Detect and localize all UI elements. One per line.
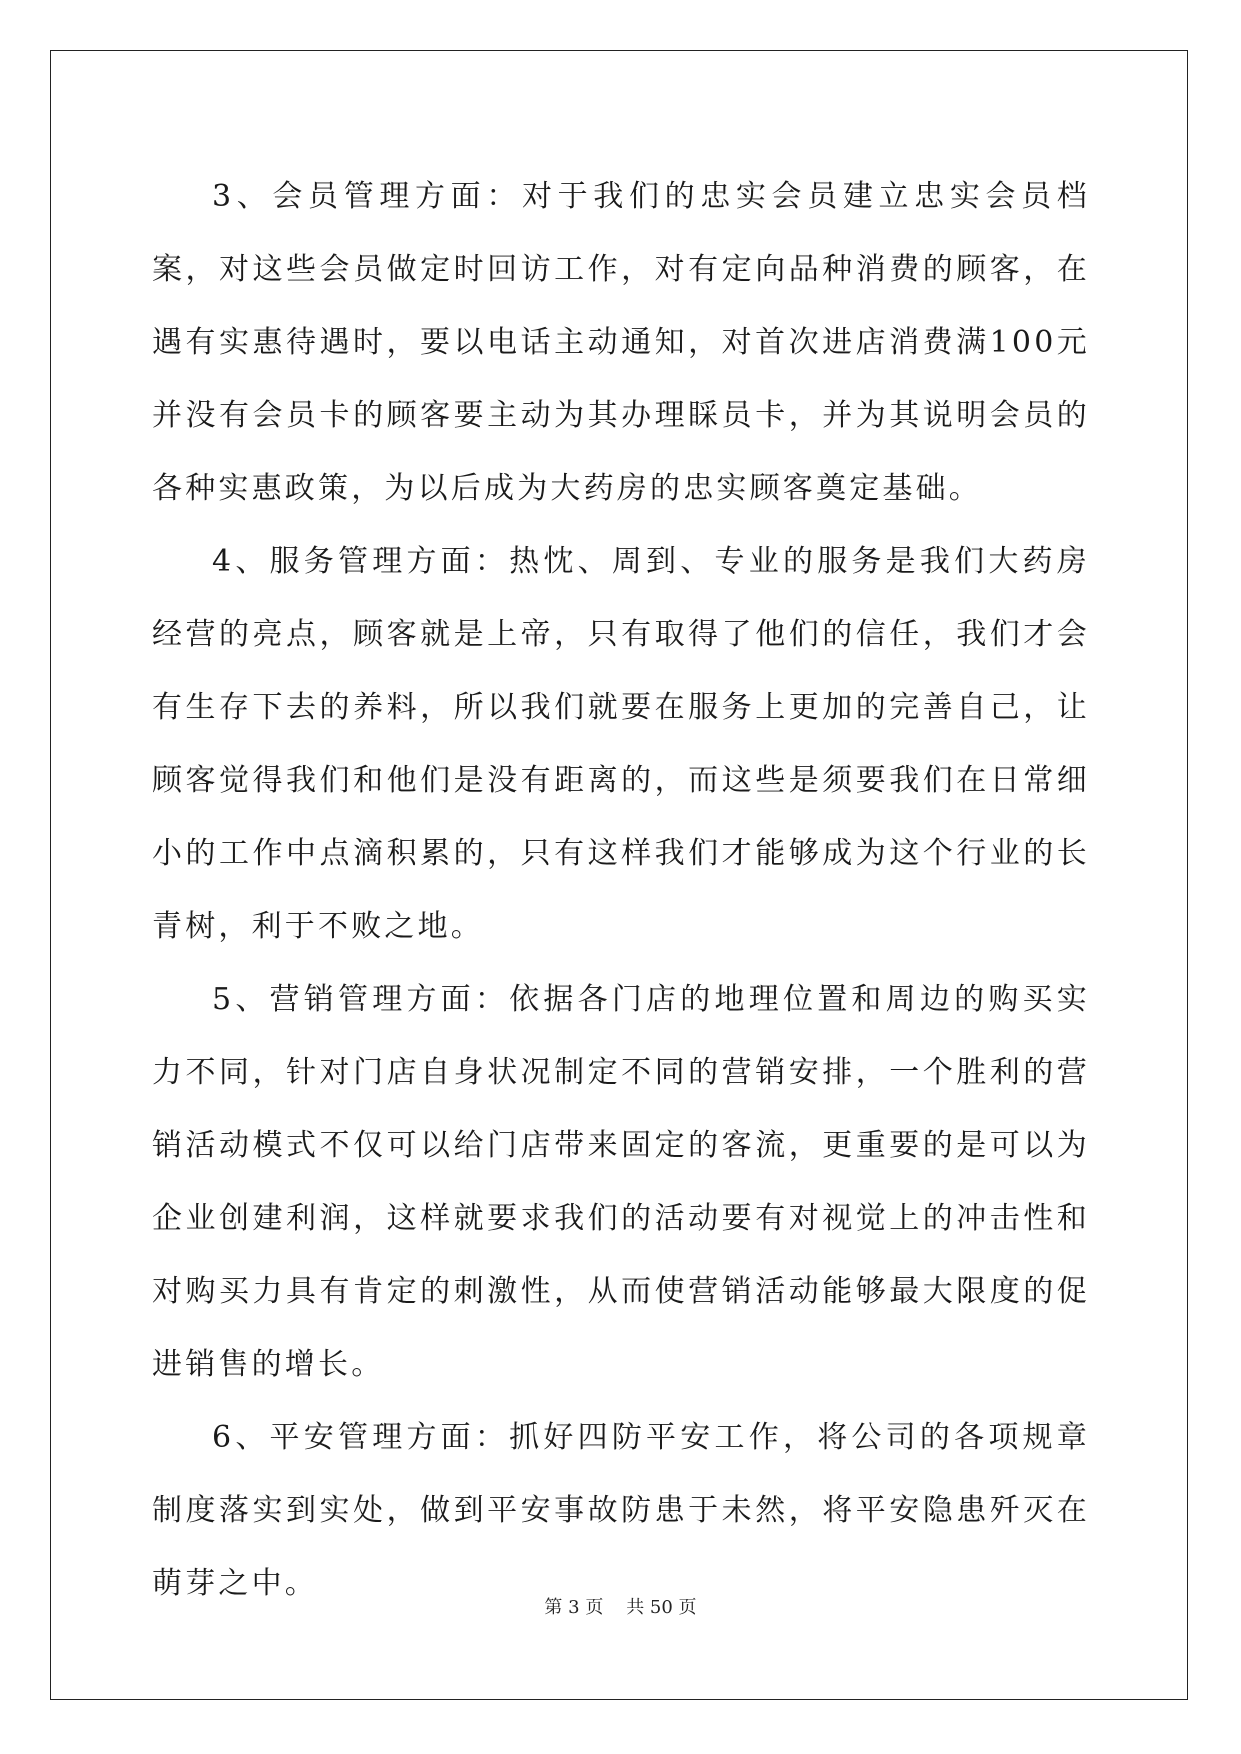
page-number: 第 3 页 共 50 页: [544, 1597, 697, 1618]
paragraph-member-management: 3、会员管理方面：对于我们的忠实会员建立忠实会员档案，对这些会员做定时回访工作，对有定向品种消费的顾客，在遇有实惠待遇时，要以电话主动通知，对首次进店消费满100元并没有会员卡的顾客要主动为其办理睬员卡，并为其说明会员的各种实惠政策，为以后成为大药房的忠实顾客奠定基础。: [152, 179, 1090, 506]
paragraph-marketing-management: 5、营销管理方面：依据各门店的地理位置和周边的购买实力不同，针对门店自身状况制定不同的营销安排，一个胜利的营销活动模式不仅可以给门店带来固定的客流，更重要的是可以为企业创建利润，这样就要求我们的活动要有对视觉上的冲击性和对购买力具有肯定的刺激性，从而使营销活动能够最大限度的促进销售的增长。: [152, 982, 1090, 1382]
page-footer: [0, 1593, 1241, 1619]
paragraph-service-management: 4、服务管理方面：热忱、周到、专业的服务是我们大药房经营的亮点，顾客就是上帝，只有取得了他们的信任，我们才会有生存下去的养料，所以我们就要在服务上更加的完善自己，让顾客觉得我们和他们是没有距离的，而这些是须要我们在日常细小的工作中点滴积累的，只有这样我们才能够成为这个行业的长青树，利于不败之地。: [152, 544, 1090, 944]
document-body: [152, 160, 1090, 1620]
paragraph-safety-management: 6、平安管理方面：抓好四防平安工作，将公司的各项规章制度落实到实处，做到平安事故防患于未然，将平安隐患歼灭在萌芽之中。: [152, 1420, 1090, 1601]
